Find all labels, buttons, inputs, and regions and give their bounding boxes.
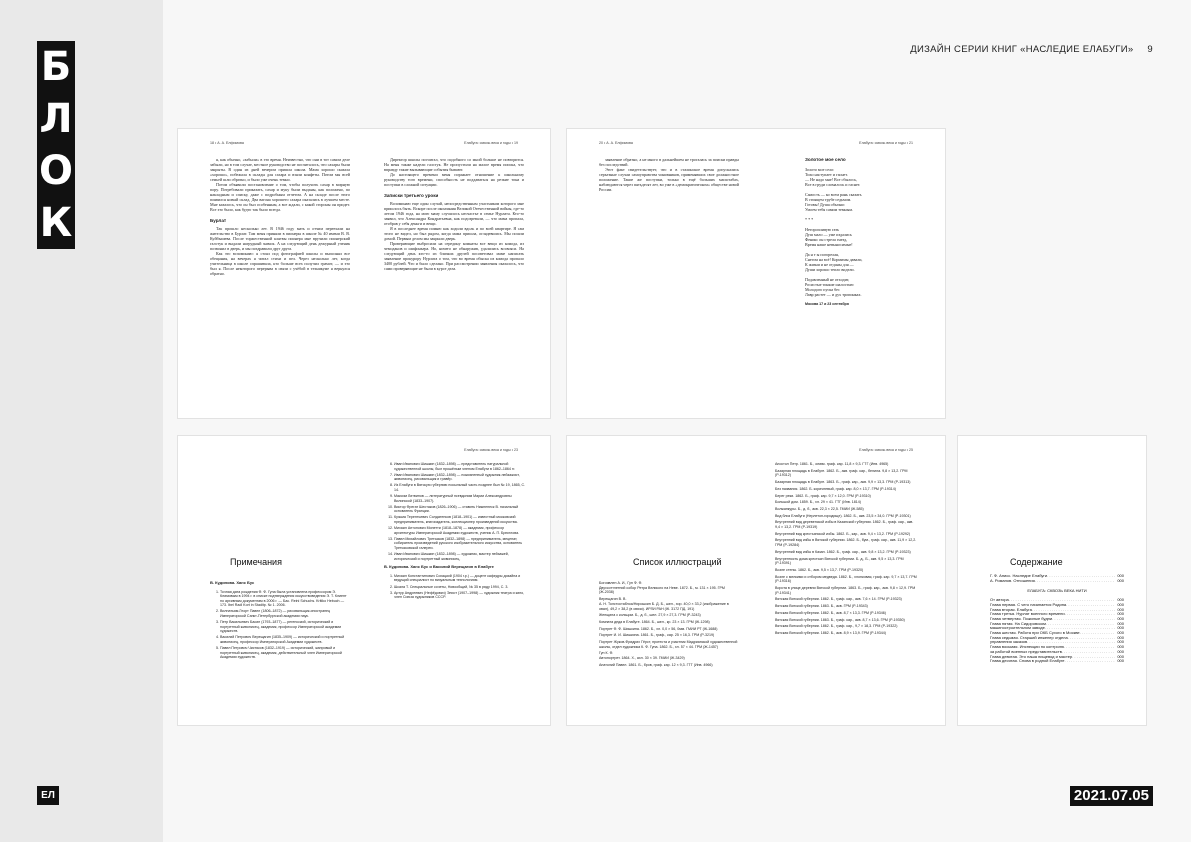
contents-title: Содержание — [1010, 557, 1063, 567]
left-sidebar — [0, 0, 163, 842]
illustration-entry: Вятская Вятской губернии. 1862. Б., акв. 8,7 × 13,3. ГРМ (Р-19346) — [775, 610, 886, 615]
paragraph: Так прошло несколько лет. В 1946 году мать и отчим переехали на жительство в Бурлат. Там меня приняли в пионеры в школе № 40 имени В. В. Куйбышева. После торжественной клятвы пионера мне вручили пионерский галстук и выдали нагрудный значок. А на следующий день дежурный ученик позвонил в дверь, и мы поздравили друг друга. — [210, 226, 350, 251]
illustration-entry: Ворота в улице деревни Вятской губернии. 1863. Б., граф. кар., акв. 9,8 × 12,9. ГРМ (Р-19341) — [775, 586, 916, 595]
toc-page: 000 — [1117, 602, 1124, 607]
running-head-right: Елабуга: сквозь века и годы • 25 — [859, 448, 913, 452]
poem-stanza: Золото мое село: Тихо наступает и гаснет. — Не надо мне! Все сбылось, Все в груди сломалось и гаснет. — [805, 167, 861, 187]
paragraph: До настоящего времени меня поражает отношение к школьному руководству того времени, способность не поддаваться на резкие тона и поступки в сложной ситуации. — [384, 172, 524, 187]
toc-label: за работой военных представительств — [990, 649, 1062, 654]
poem-title: Золотое мое село — [805, 157, 846, 162]
note-item: 1. Михаил Константинович Сохацкий (1904 г.р.) — доцент кафедры дизайна и ведущий специалист по визуальным технологиям. — [394, 574, 526, 583]
paragraph: я, как обычно, «забыли» в это время. Неизвестно, что они в тот самом деле забыли, но в том случае, местное руководство не посчиталось, что сахары были закрыты. В один из дней вечером пришла школа. Мама хорошо сказала «хорошо», побежала в склады для сахара и взяли конфеты. Потом мы всей семьей шли обратно, и было уже очень темно. — [210, 157, 350, 182]
version-date: 2021.07.05 — [1070, 786, 1153, 806]
paragraph: Проверяющие выбросили на середину комнаты все вещи из комода, из чемоданов и шифоньера. Но, ничего не обнаружив, удалились восвояси. На следующий день кто-то из близких друзей посоветовал маме написать заявление прокурору Нурлата о том, что во время обыска из комода пропало 3400 рублей. Что и было сделано. При рассмотрении заявления оказалось, что сами проверяющие не были в курсе дела. — [384, 241, 524, 271]
note-item: 2. Вилнатьям-Гнорт Павел (1806–1872) — рисовальщик-иностранец Императорской Санкт-Петербургской академии наук. — [220, 609, 350, 618]
note-item: 3. Петр Васильевич Басин (1793–1877) — регенсский, исторический и портретный живописец, академик, профессор Императорской академии художеств. — [220, 620, 350, 634]
series-title: ДИЗАЙН СЕРИИ КНИГ «НАСЛЕДИЕ ЕЛАБУГИ» — [910, 44, 1134, 55]
illustration-entry: Богоявлен А. И., Гун Ф. Ф. Двухсоттлетний собор Ретра Великого на Неве. 1872. Б., м. 131 × 195. ГРМ (Ж-2038) — [599, 581, 725, 595]
illustration-entry: Анатолий Павел. 1861. Б., бров, граф. кар. 12 × 9,3. ГТГ (Инв. 4966) — [599, 662, 713, 667]
poem-stanza: Самость — ко всем рань сказать В стоящем трубе седьмом. Готовы! Душа обычно: Умоем тебя самим темным. — [805, 192, 862, 212]
toc-page: 000 — [1117, 649, 1124, 654]
note-item: 8. Из Елабуги в Вятскую губернию посыльный часть позднее был № 19, 1865, С. 14. — [394, 483, 526, 492]
illustration-entry: Волжанкуры. Б., д. б., акв. 22,3 × 22,5. ГМИИ (Ж-585) — [775, 506, 864, 511]
toc-label: Глава четвертая. Пожилые будни — [990, 616, 1053, 621]
toc-page: 000 — [1117, 578, 1124, 583]
toc-page: 000 — [1117, 607, 1124, 612]
poem-stanza: Да н т ы погорелая, Снегом на всё! Кормимы давали, К жизни и не отданы для — Души хорошо тепло видели. — [805, 252, 863, 272]
poem-stanza: Подавленный не отходит, Росистые тонкие шалостью: Молодого пуска бес Лавр растет — и дух тропинках. — [805, 277, 862, 297]
illustration-entry: Портрет Жуков-Фридрих Гёрст, протеста и участник Мадрианской художественной школы, отдел художника К. Ф. Гуна. 1862. Б., хл. 57 × 44. ГРМ (Ж-1457) — [599, 640, 738, 649]
illustrations-title: Список иллюстраций — [633, 557, 722, 567]
illustration-entry: Портрет И. И. Шишкина. 1861. Б., граф., кар. 25 × 16,3. ГРМ (Р-3219) — [599, 633, 715, 638]
page-header — [910, 44, 1153, 55]
running-head-left: 18 • А. А. Елфимова — [210, 141, 244, 145]
contents-list — [990, 574, 1124, 664]
notes-column-left — [210, 581, 350, 721]
publisher-logo: ЕЛ — [37, 786, 59, 805]
toc-page: 000 — [1117, 626, 1124, 631]
illustration-entry: Вятская Вятской губернии. 1862. Б., граф. кар., акв. 7,6 × 14. ГРМ (Р-19323) — [775, 597, 902, 602]
toc-page: 000 — [1117, 640, 1124, 645]
illustration-entry: Внутренний вид избы в Вятской губернии. 1862. Б., бум., граф. кар., акв. 11,9 × 12,2. ГРМ (Р-19284) — [775, 538, 917, 548]
illustration-entry: Апостол Петр. 1861. Б., оливк. граф. кар. 11,8 × 9,3. ГТГ (Инв. 4965) — [775, 462, 889, 466]
section-heading: Бурлат — [210, 218, 227, 223]
spread-pages-20-21 — [566, 128, 946, 419]
poem-stanza: Неторопливую гать Душ мало — уже издались Феникс он стрела гнезд, Время наше невыносимые! — [805, 227, 853, 247]
note-item: 9. Максим Литвинов — литературный псевдоним Марии Александровны Вилинской (1833–1907). — [394, 494, 526, 503]
toc-label: Глава вторая. Елабуга — [990, 607, 1032, 612]
illustration-entry: Вятская Вятской губернии. 1863. Б., акв. ГРМ (Р-19343) — [775, 604, 868, 609]
section-heading: Записки третьего уроки — [384, 193, 439, 198]
notes-column-right — [384, 462, 526, 722]
note-item: 7. Иван Иванович Шишкин (1832–1898) — пожизненный художник-пейзажист, живописец, рисовальщик и гравёр. — [394, 473, 526, 482]
toc-label: Глава третья. Нурлат военного времени — [990, 612, 1065, 617]
toc-label: Г. Ф. Анисс. Наследие Елабуги — [990, 574, 1048, 578]
spread-pages-18-19 — [177, 128, 551, 419]
illustrations-column-right — [775, 462, 917, 722]
note-item: 11. Кузьма Терентьевич Солдатенков (1818–1901) — известный московский предприниматель, книгоиздатель, коллекционер произведений искусства. — [394, 515, 526, 524]
paragraph: Потом объявили постановление о том, чтобы получить сахар в мирную пору. Потребовали приказать, сахар и муку были выданы, как положено, по накладным и списку, даже с подробным отчетом. А на складе после этого появился новый склад. Два вагона хорошего сахара оказались в лучшем месте. Мне казалось, что он был особенным, а все ждали, с какой стороны он придет. Все это было, как будто так было всегда. — [210, 182, 350, 212]
toc-page: 000 — [1117, 635, 1124, 640]
poem-separator: * * * — [805, 217, 814, 222]
paragraph: Я в последнее время помню как ходили вдоль и по всей квартире. Я сам этого не видел, но был рядом, когда мама пришла, оглядевшись. Мы пошли домой. Первым делом мы закрыли дверь. — [384, 226, 524, 241]
note-item: 13. Павел Михайлович Третьяков (1832–1898) — предприниматель, меценат, собиратель произведений русского изобразительного искусства, основатель Третьяковской галереи. — [394, 537, 526, 551]
toc-label: А. Романов. Отношения — [990, 578, 1035, 583]
illustration-entry: Комната деда в Елабуге. 1864. Б., шел., кр. 23 × 13. ГРМ (Ж-1298) — [599, 619, 710, 624]
illustration-entry: Большой дом. 1859. Б., хл. 29 × 41. ГТГ (Инв. 1814) — [775, 500, 861, 505]
toc-label: Глава первая. С чего начинается Родина — [990, 602, 1067, 607]
running-head-left: 20 • А. А. Елфимова — [599, 141, 633, 145]
paragraph: Этот факт свидетельствует, что и в сталинское время допускались серьезные случаи самоуправства чиновников, применявших свое должностное положение. Такие же поступки, только в ещё больших масштабах, наблюдаются через пятьдесят лет, во уже в «демократическом» обществе новой России. — [599, 167, 739, 192]
illustration-entry: Внутренность дома крестьян Вятской губернии. Б. д., Б., акв. 9,5 × 13,3. ГРМ (Р-19391) — [775, 556, 904, 566]
running-head-right: Елабуга: сквозь века и годы • 23 — [464, 448, 518, 452]
spread-notes — [177, 435, 551, 726]
toc-page: 000 — [1117, 574, 1124, 578]
illustration-entry: Возле с мелкими и отбором медведя. 1862. Б., хлопковая, граф. кар. 9,7 × 13,7. ГРМ (Р-19316) — [775, 574, 917, 584]
toc-label: управления заказов — [990, 640, 1028, 645]
paragraph: Вспоминаю еще один случай, непосредственным участником которого мне пришлось быть. Вскоре после окончания Великой Отечественной войны, где-то летом 1946 года, на мою маму случилось несчастье в семье Нурлата. Кто-то заявил, что Александра Кондратьевна, как подозревали, — что мама пропала, отобрав у себя деньги и вещи. — [384, 201, 524, 226]
running-head-right: Елабуга: сквозь века и годы • 19 — [464, 141, 518, 145]
note-item: 5. Павел Петрович Чистяков (1832–1919) — исторический, жанровый и портретный живописец, академик, действительный член Императорской Академии художеств. — [220, 646, 350, 660]
note-item: 14. Иван Иванович Шишкин (1832–1898) — художник, мастер пейзажей, исторический и портретный живописец. — [394, 552, 526, 561]
illustration-entry: Внутренний вид крестьянской избы. 1862. Б., кар., акв. 9,4 × 13,2. ГРМ (Р-19292) — [775, 531, 911, 536]
toc-label: Глава восьмая. Инспекции по контролю — [990, 645, 1065, 650]
note-item: 12. Михаил Антонович Монетти (1818–1878) — академик, профессор архитектуры Императорской Академии художеств, ученик А. П. Брюллова. — [394, 526, 526, 535]
illustration-entry: Женщина с кольцом. Б., д. б., шел. 27,9 × 27,3. ГРМ (Р-3243) — [599, 613, 701, 618]
toc-page: 000 — [1117, 598, 1124, 603]
paragraph: заявление обратно, а не много в дальнейшем не трогалась за поиски правды без последствий. — [599, 157, 739, 167]
title-letter: О — [37, 145, 75, 197]
toc-label: Глава десятая. Снова в родной Елабуге — [990, 659, 1065, 664]
note-item: 10. Виктор Фрегат Шестаков (1826–1906) — ставить Нижнепеск В. начальный основатель Франции. — [394, 505, 526, 514]
illustration-entry: Вятская Вятской губернии. 1862. Б., граф. кар., 9,7 × 18,3. ГРМ (Р-19322) — [775, 624, 898, 629]
illustration-entry: Берег реки. 1862. Б., граф. кар. 9,7 × 12,0. ГРМ (Р-19310) — [775, 493, 871, 498]
illustration-entry: Внутренний вид деревенской избы в Казанской губернии. 1862. Б., граф. кар., акв. 9,4 × 13,2. ГРМ (Р-19319) — [775, 520, 914, 530]
toc-section-title: ЕЛАБУГА: СКВОЗЬ ВЕКА НИТИ — [1027, 588, 1087, 594]
text-column-left — [599, 157, 739, 217]
note-item: 1. Точная дата рождения Ф. Ф. Гуна была установлена профессором Э. Климовым в 1994 г. в списке подтверждения искусствоведения Э. Т. Клиент по архивным документам в 2006 г. — Бас. Reini Schuchs. Kritiko Hebuch — 173. Ibel Radl Kort in Staditp. № 1. 2006. — [220, 590, 350, 608]
illustration-entry: Базарная площадь в Елабуге. 1862. Б., акв. граф. кар., белила. 9,8 × 13,2. ГРМ (Р-19312) — [775, 468, 908, 478]
text-column-right — [384, 157, 524, 397]
illustration-entry: Вятская Вятской губернии. 1862. Б., акв. 8,9 × 13,9. ГРМ (Р-19344) — [775, 630, 886, 635]
paragraph: Директор школы посчитал, что подобного со мной больше не повторится. На меня также надели галстук. Не пропустили на малое время поиска, что вправду такие вызывающие события бывают. — [384, 157, 524, 172]
paragraph: Как это вспоминаю: я стоял под фотографией школы и выполнял все обещания, на вечерах я читал стихи и пел. Через несколько лет, когда учительница в школе спрашивала, кто больше всех получил грамот, — и это был я. После некоторого перерыва в связи с учёбой в техникуме я вернулся обратно. — [210, 251, 350, 276]
illustration-entry: Портрет Ф. Ф. Шишкина. 1862. Б., хл. 0,0 × 56, 0мм. ГМИИ РТ (Ж-1688) — [599, 626, 718, 631]
toc-label: машиностроительном заводе — [990, 626, 1045, 631]
illustration-entry: Гун К. Ф. Автопортрет. 1864. Х., ахл. 30 × 39. ГМИИ (Ж-3429) — [599, 651, 685, 661]
page-contents — [957, 435, 1147, 726]
toc-label: Глава пятая. На Сидоровском — [990, 621, 1046, 626]
illustration-entry: Внутренний вид избы в Казан. 1862. Б., граф. кар., акв. 9,8 × 13,2. ГРМ (Р-19323) — [775, 549, 911, 554]
running-head-right: Елабуга: сквозь века и годы • 21 — [859, 141, 913, 145]
illustration-entry: Вид близ Елабуги (Нерлетон-городище). 1862. Б., акв. 23,5 × 34,0. ГРМ (Р-19301) — [775, 513, 911, 518]
toc-page: 000 — [1117, 631, 1124, 636]
toc-label: Глава девятая. Это наша пищевод и мастер — [990, 654, 1073, 659]
note-item: 4. Василий Петрович Верещагин (1835–1909) — исторический и портретный живописец, профессор Императорской Академии художеств. — [220, 635, 350, 644]
toc-page: 000 — [1117, 621, 1124, 626]
toc-page: 000 — [1117, 612, 1124, 617]
illustration-entry: Возле стены. 1862. Б., акв. 9,5 × 13,7. ГРМ (Р-19320) — [775, 567, 864, 572]
toc-row — [990, 579, 1124, 584]
illustration-entry: Верещагин В. В. А. Н. Толстостаблоа/Нирошкин Б. Д. Б., шел., хор. 40,0 × 33,2 (изображение в овал), 49,2 × 38,2 (в связи). ИРЛИ РАН (Ж. 3172 ПД. 191) — [599, 597, 729, 611]
toc-row — [990, 659, 1124, 664]
toc-page: 000 — [1117, 654, 1124, 659]
note-item: 2. Шкала Т. Специальные сочеты, Новообщий, № 35 в ряду 1994, С. 3. — [394, 585, 526, 590]
title-letter: К — [37, 197, 75, 249]
poem-signature: Москва 17 и 23 сентября — [805, 302, 849, 306]
notes-title: Примечания — [230, 557, 282, 567]
illustration-entry: Без названия. 1862. Б. коричневый, граф. кар. 8,0 × 13,7. ГРМ (Р-19314) — [775, 486, 896, 491]
title-letter: Л — [37, 93, 75, 145]
toc-page: 000 — [1117, 616, 1124, 621]
toc-label: Глава шестая. Работа при ОКБ Сухого в Москве — [990, 631, 1080, 636]
title-letter: Б — [37, 41, 75, 93]
poem — [805, 157, 925, 307]
vertical-title — [37, 41, 75, 249]
spread-illustrations — [566, 435, 946, 726]
page-number: 9 — [1147, 44, 1153, 55]
notes-subtitle: В. Кудинова. Ханс Бус и Василий Верещагин в Елабуге — [384, 564, 494, 570]
illustration-entry: Вятская Вятской губернии. 1863. Б., граф. кар., акв. 8,7 × 13,6. ГРМ (Р-19350) — [775, 617, 905, 622]
illustrations-column-left — [599, 581, 739, 721]
toc-page: 000 — [1117, 659, 1124, 664]
illustration-entry: Базарная площадь в Елабуге. 1863. Б., граф. кар., акв. 9,9 × 13,3. ГРМ (Р-19313) — [775, 480, 911, 485]
toc-label: От автора — [990, 598, 1009, 603]
note-item: 6. Иван Иванович Шишкин (1832–1898) — представитель натуральной художественной школы, был прошёлым членом Елабуги в 1862–1864 гг. — [394, 462, 526, 471]
text-column-left — [210, 157, 350, 397]
toc-label: Глава седьмая. Старший инженер отдела — [990, 635, 1068, 640]
note-item: 3. Артур Андреевич (Нефёдович) Элиот (1907–1998) — художник театра и кино, член Союза художников СССР. — [394, 591, 526, 600]
toc-page: 000 — [1117, 645, 1124, 650]
notes-subtitle: В. Кудинова. Ханс Бус — [210, 581, 255, 585]
